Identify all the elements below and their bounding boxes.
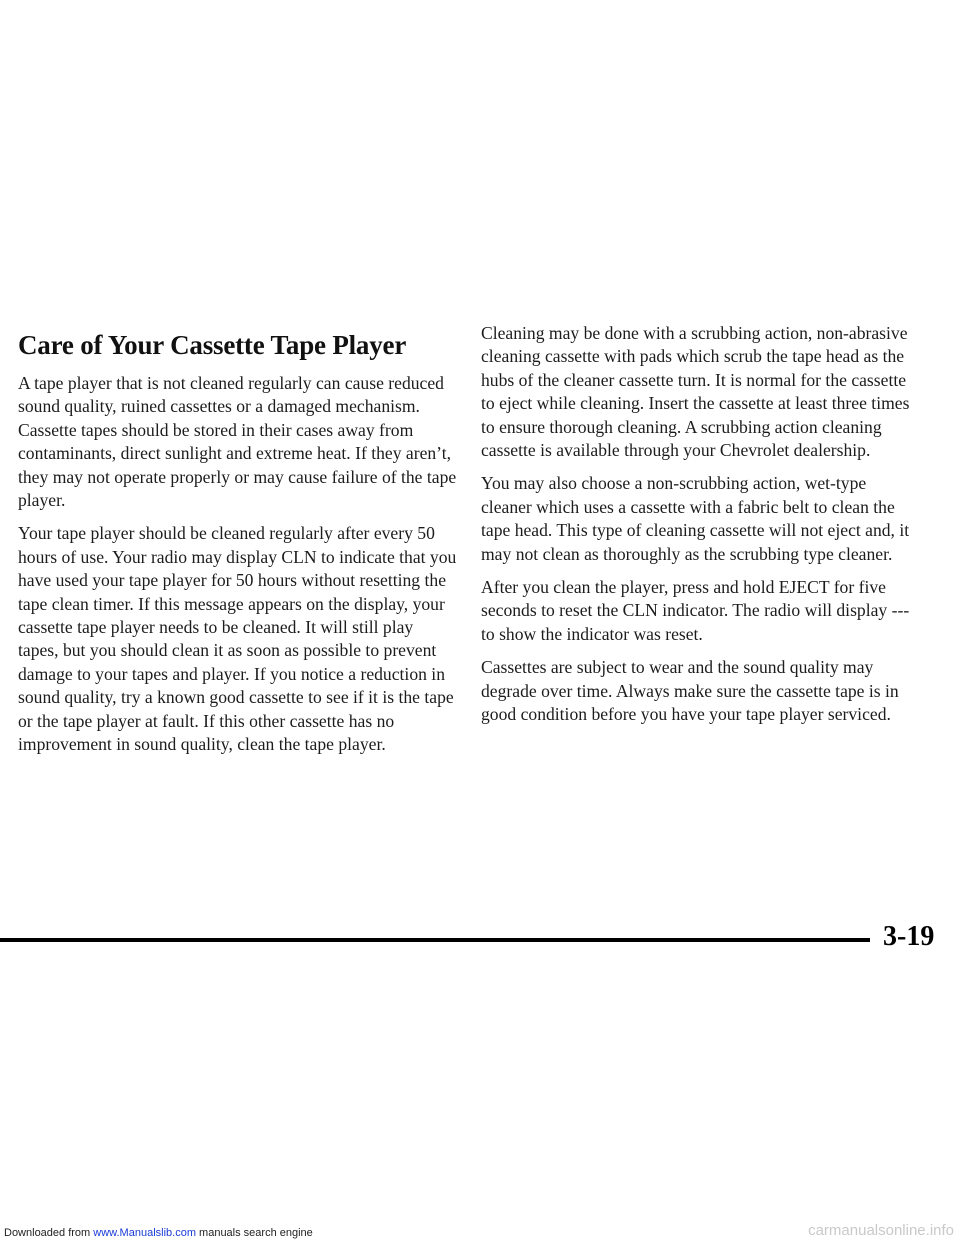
paragraph: After you clean the player, press and hold EJECT for five seconds to reset the CLN indicator. The radio will display --- to show the indicator was reset. xyxy=(481,577,910,644)
page-number: 3-19 xyxy=(883,921,935,952)
left-column xyxy=(18,372,458,767)
paragraph: A tape player that is not cleaned regularly can cause reduced sound quality, ruined cassettes or a damaged mechanism. Cassette tapes should be stored in their cases away from contaminants, direct sunlight and extreme heat. If they aren’t, they may not operate properly or may cause failure of the tape player. xyxy=(18,373,457,511)
manualslib-link[interactable]: www.Manualslib.com xyxy=(93,1227,196,1239)
footer-suffix: manuals search engine xyxy=(195,1227,313,1239)
page-rule xyxy=(0,938,870,942)
paragraph: Cleaning may be done with a scrubbing action, non-abrasive cleaning cassette with pads which scrub the tape head as the hubs of the cleaner cassette turn. It is normal for the cassette to eject while cleaning. Insert the cassette at least three times to ensure thorough cleaning. A scrubbing action cleaning cassette is available through your Chevrolet dealership. xyxy=(481,323,910,461)
right-column xyxy=(481,322,921,737)
watermark-text: carmanualsonline.info xyxy=(808,1222,954,1239)
paragraph: Your tape player should be cleaned regularly after every 50 hours of use. Your radio may display CLN to indicate that you have used your tape player for 50 hours without resetting the tape clean timer. If this message appears on the display, your cassette tape player needs to be cleaned. It will still play tapes, but you should clean it as soon as possible to prevent damage to your tapes and player. If you notice a reduction in sound quality, try a known good cassette to see if it is the tape or the tape player at fault. If this other cassette has no improvement in sound quality, clean the tape player. xyxy=(18,523,457,755)
paragraph: Cassettes are subject to wear and the sound quality may degrade over time. Always make sure the cassette tape is in good condition before you have your tape player serviced. xyxy=(481,657,899,725)
footer-prefix: Downloaded from xyxy=(4,1227,94,1239)
section-title: Care of Your Cassette Tape Player xyxy=(18,330,407,360)
paragraph: You may also choose a non-scrubbing action, wet-type cleaner which uses a cassette with a fabric belt to clean the tape head. This type of cleaning cassette will not eject and, it may not clean as thoroughly as the scrubbing type cleaner. xyxy=(481,473,910,564)
download-footer xyxy=(4,1227,313,1239)
